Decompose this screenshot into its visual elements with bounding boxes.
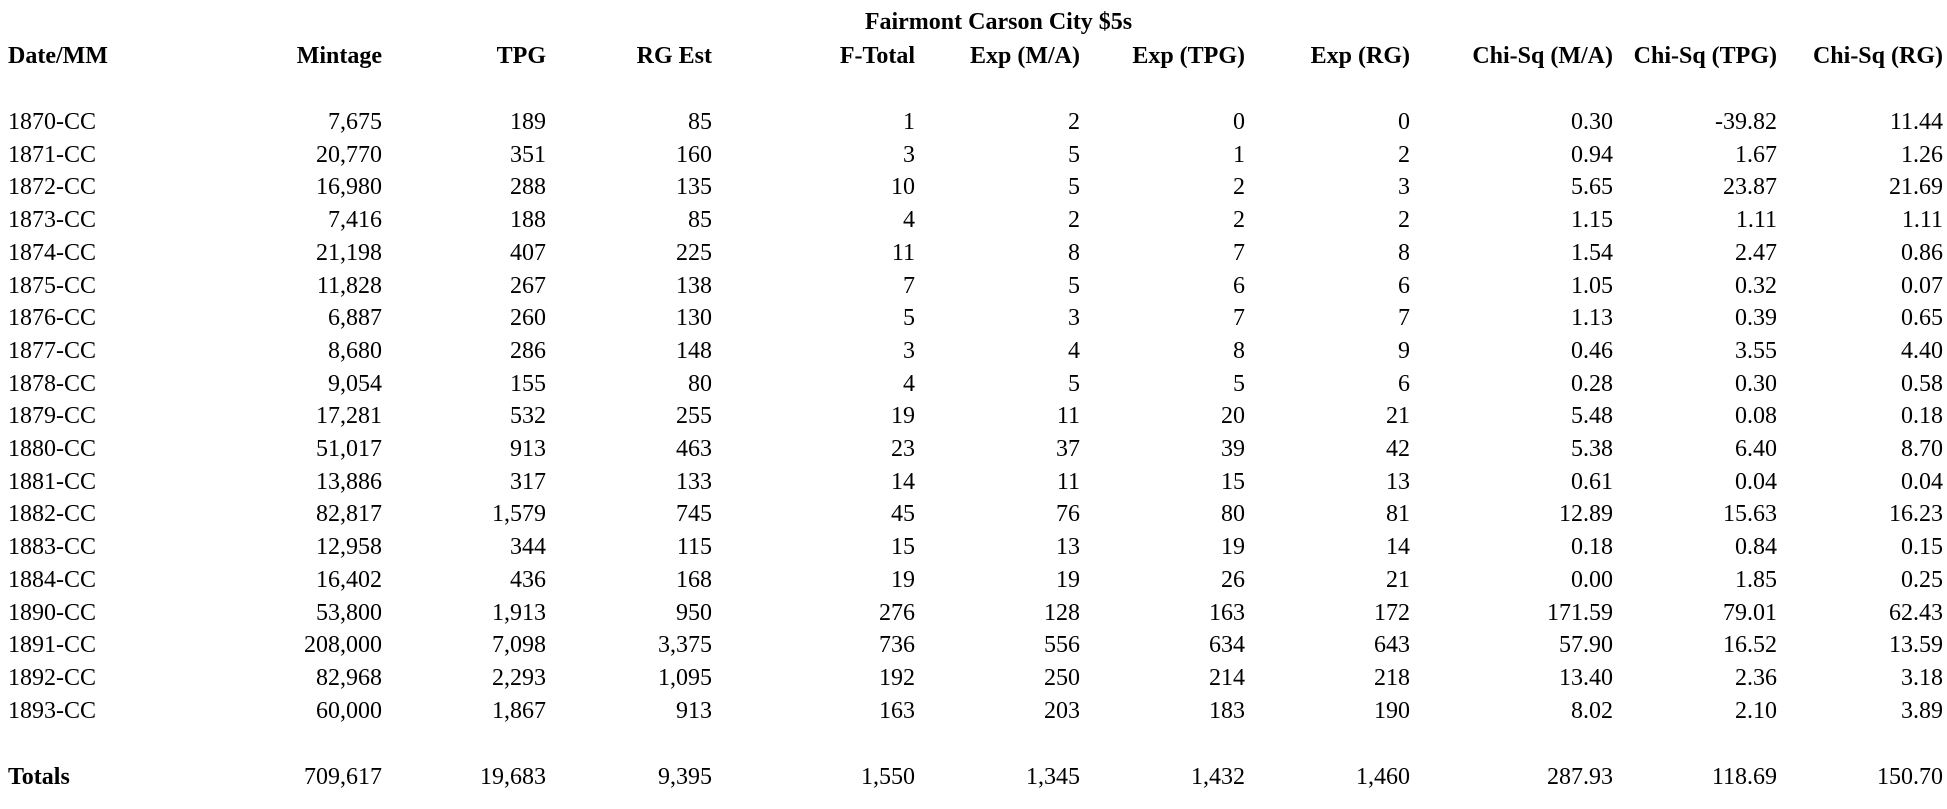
table-cell-mintage: 208,000 <box>304 632 382 658</box>
column-header-chisq-ma: Chi-Sq (M/A) <box>1472 43 1613 69</box>
table-cell-chisq-ma: 0.46 <box>1571 338 1613 364</box>
table-cell-exp-rg: 14 <box>1386 534 1410 560</box>
table-cell-mintage: 82,817 <box>316 501 382 527</box>
totals-cell-mintage: 709,617 <box>304 764 382 790</box>
table-cell-mintage: 53,800 <box>316 600 382 626</box>
table-cell-chisq-rg: 0.04 <box>1901 469 1943 495</box>
table-cell-chisq-tpg: 0.08 <box>1735 403 1777 429</box>
table-cell-chisq-rg: 0.86 <box>1901 240 1943 266</box>
table-cell-chisq-rg: 1.11 <box>1901 207 1943 233</box>
table-cell-f-total: 19 <box>891 567 915 593</box>
table-cell-chisq-tpg: 2.10 <box>1735 698 1777 724</box>
table-cell-mintage: 11,828 <box>316 273 382 299</box>
table-cell-rg-est: 1,095 <box>658 665 712 691</box>
row-label: 1891-CC <box>8 632 97 658</box>
table-cell-exp-tpg: 2 <box>1233 174 1245 200</box>
table-cell-f-total: 1 <box>903 109 915 135</box>
table-cell-rg-est: 135 <box>676 174 712 200</box>
table-cell-exp-ma: 5 <box>1068 371 1080 397</box>
table-cell-exp-ma: 4 <box>1068 338 1080 364</box>
totals-cell-exp-tpg: 1,432 <box>1191 764 1245 790</box>
table-cell-tpg: 1,579 <box>492 501 546 527</box>
table-cell-chisq-ma: 0.28 <box>1571 371 1613 397</box>
table-cell-mintage: 7,416 <box>328 207 382 233</box>
table-cell-exp-tpg: 39 <box>1221 436 1245 462</box>
table-cell-mintage: 51,017 <box>316 436 382 462</box>
row-label: 1873-CC <box>8 207 97 233</box>
table-cell-exp-ma: 556 <box>1044 632 1080 658</box>
totals-cell-chisq-ma: 287.93 <box>1547 764 1613 790</box>
table-cell-tpg: 288 <box>510 174 546 200</box>
totals-label: Totals <box>8 764 70 790</box>
sheet-title: Fairmont Carson City $5s <box>864 9 1133 35</box>
table-cell-tpg: 188 <box>510 207 546 233</box>
table-cell-chisq-ma: 1.13 <box>1571 305 1613 331</box>
table-cell-exp-tpg: 214 <box>1209 665 1245 691</box>
table-cell-exp-rg: 643 <box>1374 632 1410 658</box>
table-cell-rg-est: 130 <box>676 305 712 331</box>
table-cell-chisq-ma: 0.18 <box>1571 534 1613 560</box>
table-cell-mintage: 13,886 <box>316 469 382 495</box>
table-cell-tpg: 7,098 <box>492 632 546 658</box>
table-cell-chisq-ma: 5.38 <box>1571 436 1613 462</box>
table-cell-chisq-tpg: 23.87 <box>1723 174 1777 200</box>
table-cell-f-total: 7 <box>903 273 915 299</box>
row-label: 1880-CC <box>8 436 97 462</box>
table-cell-tpg: 344 <box>510 534 546 560</box>
table-cell-exp-tpg: 2 <box>1233 207 1245 233</box>
row-label: 1871-CC <box>8 142 97 168</box>
table-cell-mintage: 9,054 <box>328 371 382 397</box>
row-label: 1876-CC <box>8 305 97 331</box>
table-cell-chisq-rg: 4.40 <box>1901 338 1943 364</box>
table-cell-mintage: 7,675 <box>328 109 382 135</box>
table-cell-mintage: 6,887 <box>328 305 382 331</box>
table-cell-f-total: 14 <box>891 469 915 495</box>
table-cell-chisq-ma: 57.90 <box>1559 632 1613 658</box>
row-label: 1875-CC <box>8 273 97 299</box>
row-label: 1881-CC <box>8 469 97 495</box>
table-cell-exp-tpg: 80 <box>1221 501 1245 527</box>
table-cell-chisq-ma: 13.40 <box>1559 665 1613 691</box>
table-cell-exp-ma: 37 <box>1056 436 1080 462</box>
table-cell-exp-tpg: 183 <box>1209 698 1245 724</box>
row-label: 1874-CC <box>8 240 97 266</box>
table-cell-chisq-rg: 3.89 <box>1901 698 1943 724</box>
table-cell-rg-est: 148 <box>676 338 712 364</box>
table-cell-chisq-rg: 0.25 <box>1901 567 1943 593</box>
table-cell-chisq-rg: 0.18 <box>1901 403 1943 429</box>
table-cell-chisq-ma: 1.05 <box>1571 273 1613 299</box>
table-cell-f-total: 11 <box>891 240 915 266</box>
table-cell-f-total: 23 <box>891 436 915 462</box>
table-cell-exp-tpg: 163 <box>1209 600 1245 626</box>
table-cell-exp-ma: 19 <box>1056 567 1080 593</box>
table-cell-f-total: 276 <box>879 600 915 626</box>
table-cell-chisq-tpg: -39.82 <box>1715 109 1777 135</box>
table-cell-exp-rg: 218 <box>1374 665 1410 691</box>
column-header-rg-est: RG Est <box>636 43 712 69</box>
table-cell-chisq-ma: 8.02 <box>1571 698 1613 724</box>
column-header-exp-tpg: Exp (TPG) <box>1132 43 1245 69</box>
table-cell-tpg: 407 <box>510 240 546 266</box>
table-cell-mintage: 17,281 <box>316 403 382 429</box>
table-cell-chisq-rg: 3.18 <box>1901 665 1943 691</box>
table-cell-exp-rg: 190 <box>1374 698 1410 724</box>
table-cell-chisq-rg: 13.59 <box>1889 632 1943 658</box>
table-cell-exp-ma: 76 <box>1056 501 1080 527</box>
table-cell-chisq-rg: 16.23 <box>1889 501 1943 527</box>
table-cell-exp-rg: 3 <box>1398 174 1410 200</box>
table-cell-tpg: 913 <box>510 436 546 462</box>
column-header-date: Date/MM <box>8 43 108 69</box>
table-cell-rg-est: 3,375 <box>658 632 712 658</box>
table-cell-exp-ma: 8 <box>1068 240 1080 266</box>
table-cell-mintage: 8,680 <box>328 338 382 364</box>
table-cell-chisq-tpg: 0.32 <box>1735 273 1777 299</box>
table-cell-tpg: 267 <box>510 273 546 299</box>
table-cell-chisq-tpg: 0.39 <box>1735 305 1777 331</box>
table-cell-tpg: 1,867 <box>492 698 546 724</box>
column-header-exp-rg: Exp (RG) <box>1310 43 1410 69</box>
column-header-f-total: F-Total <box>839 43 915 69</box>
table-cell-mintage: 12,958 <box>316 534 382 560</box>
table-cell-rg-est: 745 <box>676 501 712 527</box>
table-cell-f-total: 15 <box>891 534 915 560</box>
table-cell-exp-ma: 11 <box>1056 403 1080 429</box>
table-cell-chisq-ma: 171.59 <box>1547 600 1613 626</box>
totals-cell-f-total: 1,550 <box>861 764 915 790</box>
table-cell-chisq-ma: 0.30 <box>1571 109 1613 135</box>
table-cell-chisq-tpg: 6.40 <box>1735 436 1777 462</box>
table-cell-exp-tpg: 7 <box>1233 240 1245 266</box>
table-cell-exp-rg: 7 <box>1398 305 1410 331</box>
table-cell-f-total: 3 <box>903 142 915 168</box>
row-label: 1890-CC <box>8 600 97 626</box>
table-cell-rg-est: 133 <box>676 469 712 495</box>
row-label: 1883-CC <box>8 534 97 560</box>
table-cell-chisq-rg: 0.07 <box>1901 273 1943 299</box>
table-cell-exp-rg: 172 <box>1374 600 1410 626</box>
table-cell-chisq-tpg: 0.30 <box>1735 371 1777 397</box>
table-cell-exp-rg: 8 <box>1398 240 1410 266</box>
table-cell-chisq-rg: 8.70 <box>1901 436 1943 462</box>
table-cell-rg-est: 255 <box>676 403 712 429</box>
table-cell-rg-est: 463 <box>676 436 712 462</box>
table-cell-rg-est: 80 <box>688 371 712 397</box>
table-cell-mintage: 21,198 <box>316 240 382 266</box>
table-cell-f-total: 3 <box>903 338 915 364</box>
table-cell-exp-tpg: 0 <box>1233 109 1245 135</box>
table-cell-tpg: 317 <box>510 469 546 495</box>
table-cell-exp-ma: 5 <box>1068 273 1080 299</box>
table-cell-exp-rg: 0 <box>1398 109 1410 135</box>
table-cell-tpg: 532 <box>510 403 546 429</box>
row-label: 1892-CC <box>8 665 97 691</box>
table-cell-chisq-tpg: 3.55 <box>1735 338 1777 364</box>
table-cell-exp-rg: 21 <box>1386 567 1410 593</box>
table-cell-mintage: 16,980 <box>316 174 382 200</box>
column-header-chisq-tpg: Chi-Sq (TPG) <box>1633 43 1777 69</box>
row-label: 1882-CC <box>8 501 97 527</box>
table-cell-chisq-rg: 62.43 <box>1889 600 1943 626</box>
table-cell-chisq-tpg: 0.84 <box>1735 534 1777 560</box>
table-cell-f-total: 4 <box>903 207 915 233</box>
table-cell-tpg: 260 <box>510 305 546 331</box>
row-label: 1879-CC <box>8 403 97 429</box>
row-label: 1893-CC <box>8 698 97 724</box>
table-cell-f-total: 19 <box>891 403 915 429</box>
column-header-mintage: Mintage <box>296 43 382 69</box>
table-cell-exp-rg: 2 <box>1398 142 1410 168</box>
table-cell-chisq-tpg: 79.01 <box>1723 600 1777 626</box>
table-cell-exp-ma: 250 <box>1044 665 1080 691</box>
totals-cell-rg-est: 9,395 <box>658 764 712 790</box>
table-cell-chisq-tpg: 2.36 <box>1735 665 1777 691</box>
table-cell-exp-tpg: 1 <box>1233 142 1245 168</box>
table-cell-exp-ma: 11 <box>1056 469 1080 495</box>
table-cell-rg-est: 138 <box>676 273 712 299</box>
table-cell-chisq-rg: 11.44 <box>1889 109 1943 135</box>
table-cell-f-total: 10 <box>891 174 915 200</box>
table-cell-rg-est: 225 <box>676 240 712 266</box>
table-cell-chisq-tpg: 0.04 <box>1735 469 1777 495</box>
table-cell-mintage: 82,968 <box>316 665 382 691</box>
table-cell-exp-tpg: 15 <box>1221 469 1245 495</box>
table-cell-rg-est: 168 <box>676 567 712 593</box>
table-cell-chisq-ma: 0.00 <box>1571 567 1613 593</box>
table-cell-exp-tpg: 6 <box>1233 273 1245 299</box>
table-cell-mintage: 16,402 <box>316 567 382 593</box>
table-cell-exp-tpg: 26 <box>1221 567 1245 593</box>
table-cell-exp-ma: 2 <box>1068 109 1080 135</box>
table-cell-exp-rg: 42 <box>1386 436 1410 462</box>
table-cell-chisq-rg: 0.15 <box>1901 534 1943 560</box>
table-cell-exp-rg: 6 <box>1398 371 1410 397</box>
column-header-tpg: TPG <box>496 43 546 69</box>
table-cell-exp-rg: 81 <box>1386 501 1410 527</box>
table-cell-rg-est: 85 <box>688 207 712 233</box>
table-cell-chisq-ma: 0.94 <box>1571 142 1613 168</box>
table-cell-exp-ma: 13 <box>1056 534 1080 560</box>
table-cell-chisq-ma: 1.54 <box>1571 240 1613 266</box>
table-cell-exp-ma: 5 <box>1068 142 1080 168</box>
table-cell-chisq-rg: 21.69 <box>1889 174 1943 200</box>
totals-cell-exp-ma: 1,345 <box>1026 764 1080 790</box>
table-cell-f-total: 4 <box>903 371 915 397</box>
table-cell-tpg: 436 <box>510 567 546 593</box>
table-cell-tpg: 351 <box>510 142 546 168</box>
table-cell-tpg: 155 <box>510 371 546 397</box>
row-label: 1878-CC <box>8 371 97 397</box>
table-cell-mintage: 20,770 <box>316 142 382 168</box>
table-cell-chisq-tpg: 1.11 <box>1735 207 1777 233</box>
table-cell-rg-est: 85 <box>688 109 712 135</box>
table-cell-exp-rg: 6 <box>1398 273 1410 299</box>
table-cell-mintage: 60,000 <box>316 698 382 724</box>
table-cell-exp-ma: 2 <box>1068 207 1080 233</box>
table-cell-f-total: 45 <box>891 501 915 527</box>
totals-cell-chisq-rg: 150.70 <box>1877 764 1943 790</box>
table-cell-exp-tpg: 5 <box>1233 371 1245 397</box>
totals-cell-tpg: 19,683 <box>480 764 546 790</box>
table-cell-exp-rg: 21 <box>1386 403 1410 429</box>
column-header-chisq-rg: Chi-Sq (RG) <box>1812 43 1943 69</box>
totals-cell-chisq-tpg: 118.69 <box>1711 764 1777 790</box>
table-cell-exp-rg: 9 <box>1398 338 1410 364</box>
table-cell-exp-tpg: 19 <box>1221 534 1245 560</box>
table-cell-chisq-ma: 5.65 <box>1571 174 1613 200</box>
table-cell-f-total: 192 <box>879 665 915 691</box>
table-cell-tpg: 2,293 <box>492 665 546 691</box>
table-cell-tpg: 1,913 <box>492 600 546 626</box>
table-cell-f-total: 5 <box>903 305 915 331</box>
table-cell-chisq-tpg: 1.85 <box>1735 567 1777 593</box>
table-cell-rg-est: 950 <box>676 600 712 626</box>
table-cell-chisq-rg: 0.58 <box>1901 371 1943 397</box>
table-cell-chisq-ma: 12.89 <box>1559 501 1613 527</box>
table-cell-rg-est: 115 <box>676 534 712 560</box>
table-cell-exp-rg: 2 <box>1398 207 1410 233</box>
table-cell-exp-tpg: 634 <box>1209 632 1245 658</box>
table-cell-tpg: 286 <box>510 338 546 364</box>
table-cell-chisq-ma: 5.48 <box>1571 403 1613 429</box>
column-header-exp-ma: Exp (M/A) <box>970 43 1080 69</box>
row-label: 1870-CC <box>8 109 97 135</box>
row-label: 1877-CC <box>8 338 97 364</box>
table-cell-chisq-ma: 0.61 <box>1571 469 1613 495</box>
table-cell-exp-tpg: 20 <box>1221 403 1245 429</box>
table-cell-rg-est: 160 <box>676 142 712 168</box>
table-cell-exp-rg: 13 <box>1386 469 1410 495</box>
table-cell-chisq-tpg: 16.52 <box>1723 632 1777 658</box>
table-cell-chisq-tpg: 1.67 <box>1735 142 1777 168</box>
row-label: 1872-CC <box>8 174 97 200</box>
table-cell-exp-ma: 128 <box>1044 600 1080 626</box>
table-cell-exp-ma: 5 <box>1068 174 1080 200</box>
table-cell-exp-tpg: 7 <box>1233 305 1245 331</box>
totals-cell-exp-rg: 1,460 <box>1356 764 1410 790</box>
table-cell-chisq-tpg: 15.63 <box>1723 501 1777 527</box>
table-cell-f-total: 163 <box>879 698 915 724</box>
row-label: 1884-CC <box>8 567 97 593</box>
table-cell-chisq-rg: 0.65 <box>1901 305 1943 331</box>
table-cell-chisq-ma: 1.15 <box>1571 207 1613 233</box>
table-cell-f-total: 736 <box>879 632 915 658</box>
table-cell-chisq-tpg: 2.47 <box>1735 240 1777 266</box>
table-cell-tpg: 189 <box>510 109 546 135</box>
table-cell-chisq-rg: 1.26 <box>1901 142 1943 168</box>
table-cell-exp-tpg: 8 <box>1233 338 1245 364</box>
table-cell-exp-ma: 3 <box>1068 305 1080 331</box>
table-cell-rg-est: 913 <box>676 698 712 724</box>
table-cell-exp-ma: 203 <box>1044 698 1080 724</box>
